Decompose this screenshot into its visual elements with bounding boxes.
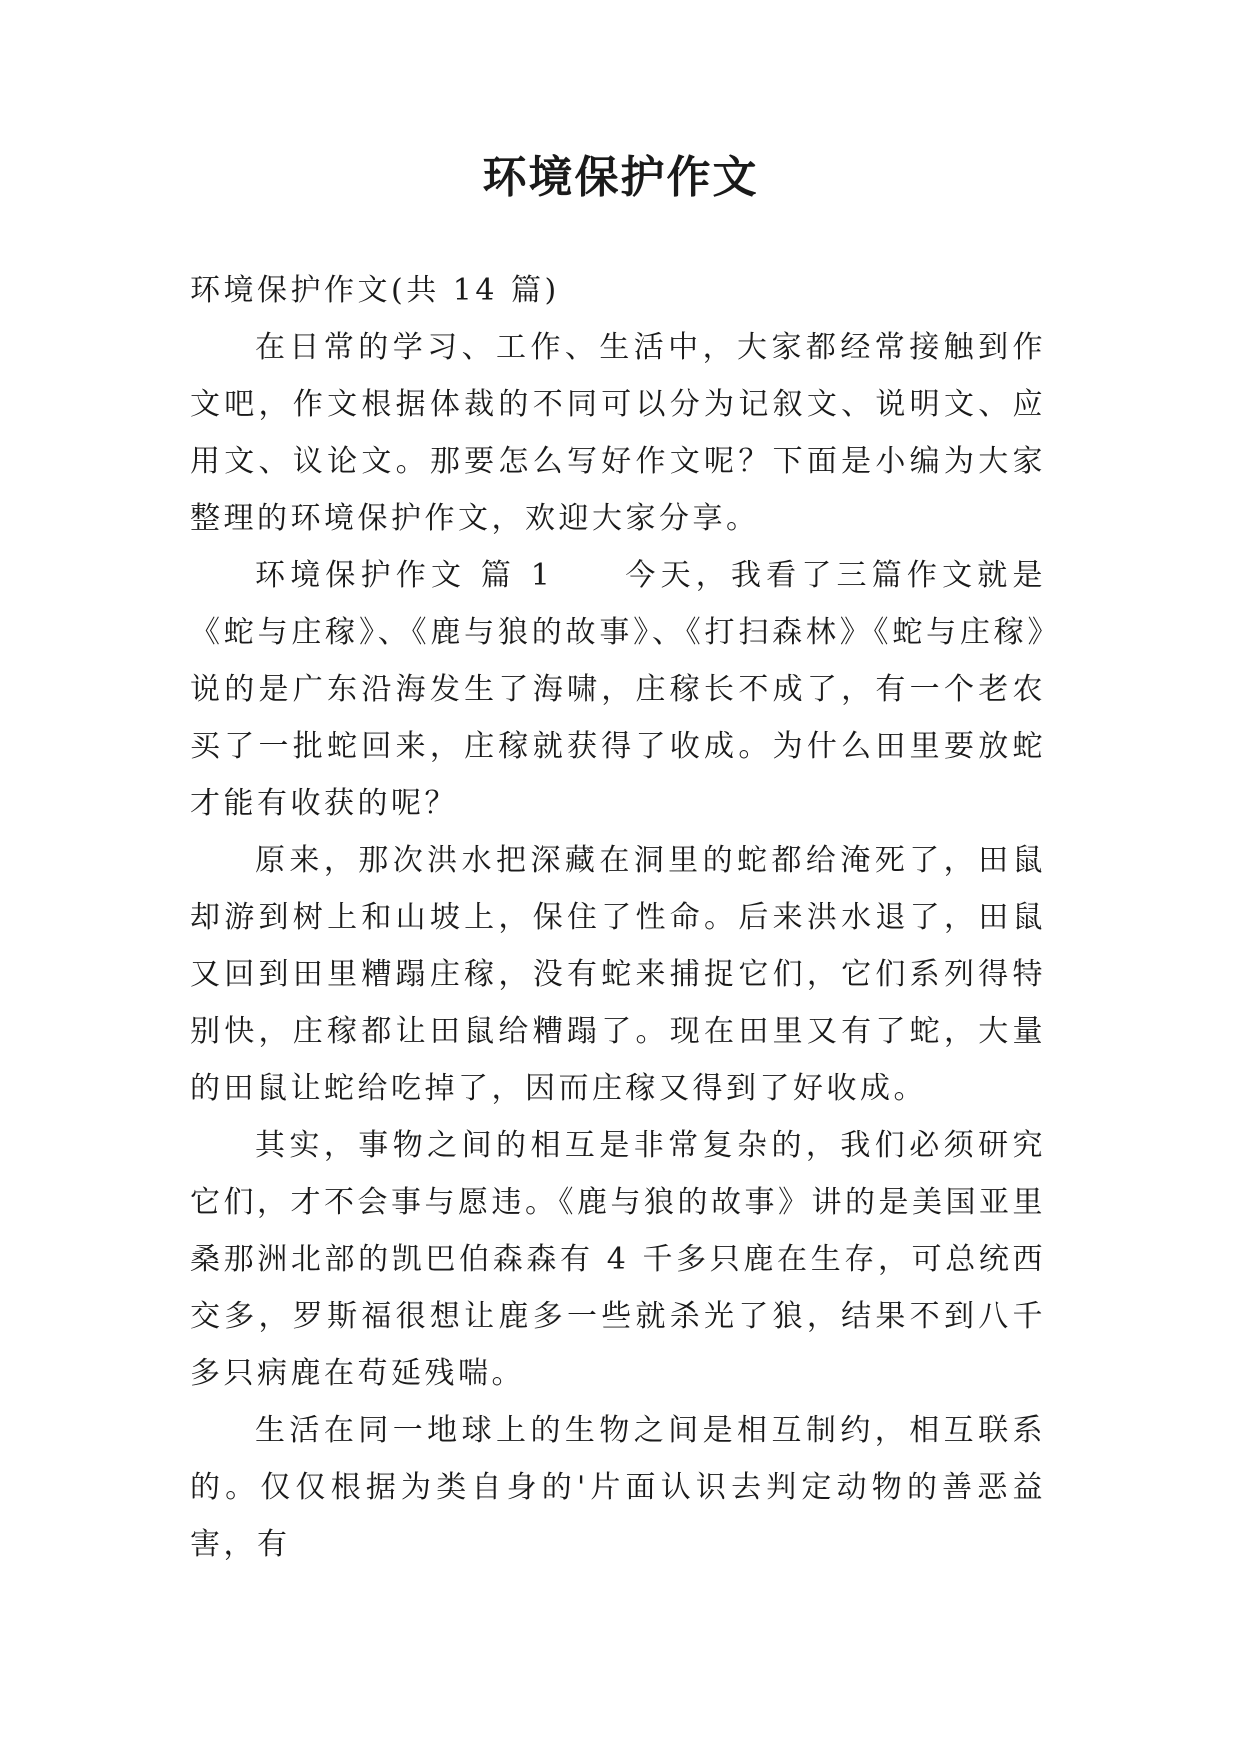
document-body [190,262,1046,1573]
paragraph-deer-wolf: 其实，事物之间的相互是非常复杂的，我们必须研究它们，才不会事与愿违。《鹿与狼的故事》讲的是美国亚里桑那洲北部的凯巴伯森森有 4 千多只鹿在生存，可总统西交多，罗斯福很想让鹿多一些就杀光了狼，结果不到八千多只病鹿在苟延残喘。 [190,1128,1046,1391]
paragraph-conclusion: 生活在同一地球上的生物之间是相互制约，相互联系的。仅仅根据为类自身的'片面认识去判定动物的善恶益害，有 [190,1413,1046,1562]
paragraph-flood: 原来，那次洪水把深藏在洞里的蛇都给淹死了，田鼠却游到树上和山坡上，保住了性命。后来洪水退了，田鼠又回到田里糟蹋庄稼，没有蛇来捕捉它们，它们系列得特别快，庄稼都让田鼠给糟蹋了。现在田里又有了蛇，大量的田鼠让蛇给吃掉了，因而庄稼又得到了好收成。 [190,843,1046,1106]
document-subtitle: 环境保护作文(共 14 篇) [190,273,560,308]
paragraph-essay-1: 环境保护作文 篇 1 今天，我看了三篇作文就是《蛇与庄稼》、《鹿与狼的故事》、《打扫森林》《蛇与庄稼》说的是广东沿海发生了海啸，庄稼长不成了，有一个老农买了一批蛇回来，庄稼就获得了收成。为什么田里要放蛇才能有收获的呢？ [190,558,1046,821]
paragraph-intro: 在日常的学习、工作、生活中，大家都经常接触到作文吧，作文根据体裁的不同可以分为记叙文、说明文、应用文、议论文。那要怎么写好作文呢？下面是小编为大家整理的环境保护作文，欢迎大家分享。 [190,330,1046,536]
document-title: 环境保护作文 [482,152,759,203]
